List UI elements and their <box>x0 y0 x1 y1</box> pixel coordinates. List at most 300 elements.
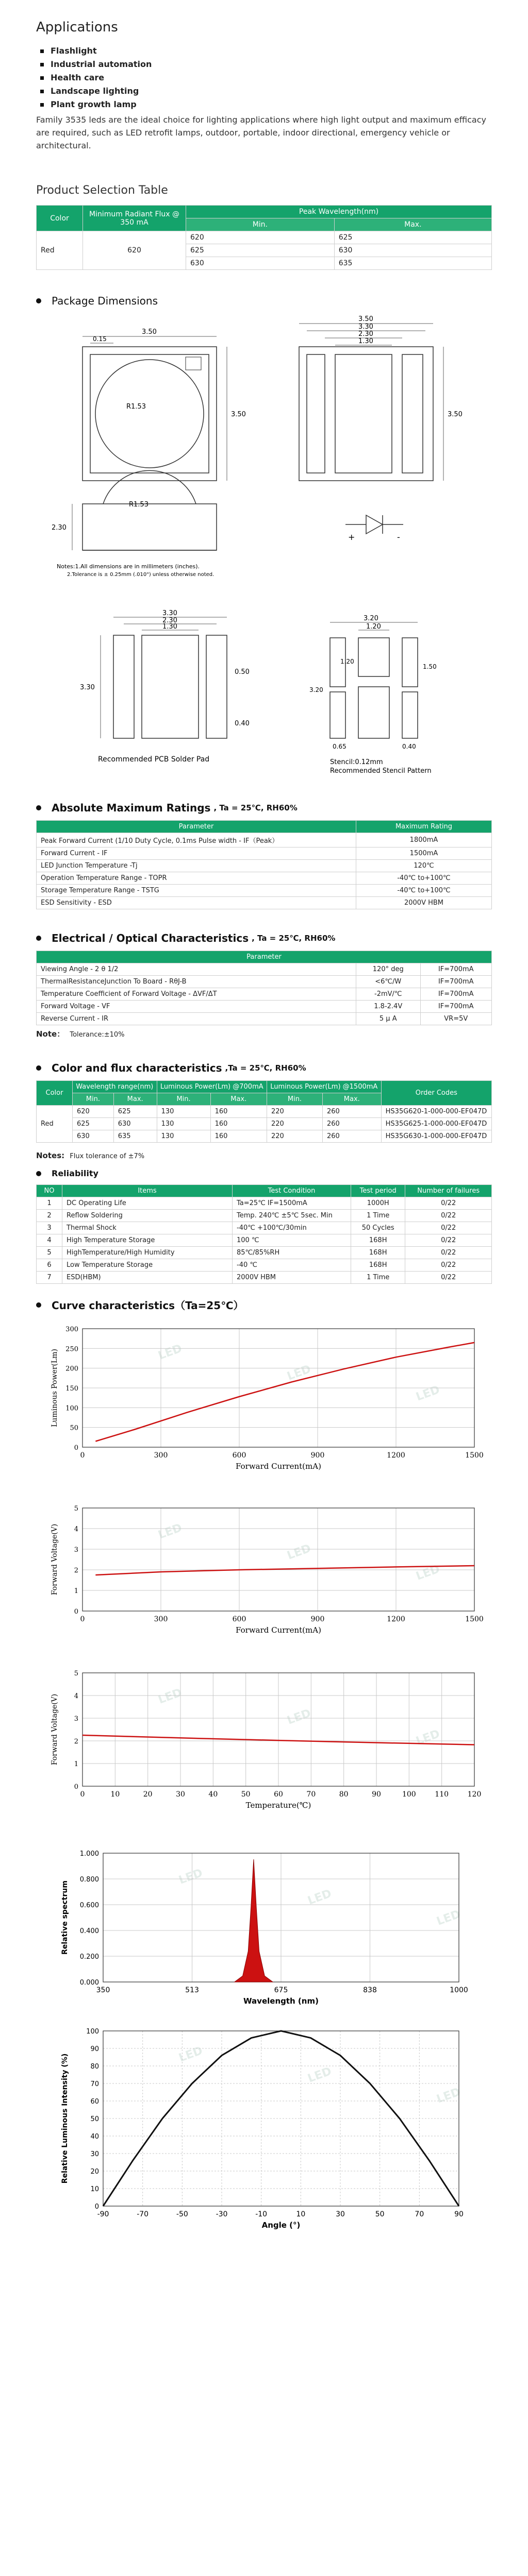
selection-table <box>36 205 492 270</box>
y-tick-label: 0.000 <box>79 1979 99 1987</box>
plot-frame <box>82 1508 474 1611</box>
table-cell: 630 <box>73 1130 114 1143</box>
x-tick-label: 50 <box>241 1790 251 1799</box>
x-tick-label: -50 <box>176 2210 188 2218</box>
x-axis-label: Angle (°) <box>261 2221 301 2230</box>
table-header: NO <box>37 1185 62 1197</box>
x-tick-label: 300 <box>154 1451 168 1460</box>
table-header: Min. <box>267 1093 322 1106</box>
watermark: LED <box>156 1686 184 1707</box>
table-cell: 625 <box>73 1118 114 1130</box>
dim-label: 0.65 <box>333 743 346 750</box>
dim-label: 3.20 <box>309 686 323 693</box>
reliability-heading <box>36 1168 492 1178</box>
curve-chart-5 <box>36 2018 492 2234</box>
curve-chart-3 <box>36 1663 492 1817</box>
table-cell: 160 <box>210 1118 267 1130</box>
table-cell: HS35G620-1-000-000-EF047D <box>381 1106 491 1118</box>
table-cell: IF=700mA <box>420 963 491 976</box>
table-row <box>37 963 492 976</box>
table-cell: IF=700mA <box>420 976 491 988</box>
curves-title: Curve characteristics（Ta=25℃） <box>52 1299 244 1312</box>
package-note: 2.Tolerance is ± 0.25mm (.010") unless otherwise noted. <box>67 572 214 578</box>
x-axis-label: Forward Current(mA) <box>236 1625 321 1635</box>
curve-chart-4 <box>36 1838 492 2008</box>
table-cell: 1 <box>37 1197 62 1210</box>
table-header: Max. <box>113 1093 157 1106</box>
curve-charts <box>36 1323 492 2234</box>
table-cell: 220 <box>267 1106 322 1118</box>
y-tick-label: 1.000 <box>79 1850 99 1858</box>
y-axis-label: Forward Voltage(V) <box>51 1693 59 1766</box>
table-cell: 120° deg <box>356 963 421 976</box>
table-cell: 160 <box>210 1130 267 1143</box>
watermark: LED <box>306 2064 334 2086</box>
dim-label: 3.30 <box>358 323 373 331</box>
bullet-icon <box>36 1302 41 1308</box>
table-row <box>37 1222 492 1234</box>
dim-label: 2.30 <box>162 617 177 624</box>
dim-label: 3.50 <box>448 411 463 418</box>
y-axis-label: Relative Luminous Intensity (%) <box>61 2053 69 2184</box>
table-row <box>37 231 492 244</box>
y-tick-label: 10 <box>90 2185 99 2193</box>
table-cell: Peak Forward Current (1/10 Duty Cycle, 0.1ms Pulse width - IF（Peak） <box>37 833 356 848</box>
y-tick-label: 4 <box>74 1526 78 1533</box>
table-header: Parameter <box>37 951 492 963</box>
table-cell: -40℃ to+100℃ <box>356 885 492 897</box>
table-cell: Forward Current - IF <box>37 848 356 860</box>
dim-label: 0.40 <box>402 743 416 750</box>
table-cell: Reverse Current - IR <box>37 1013 356 1025</box>
dim-label: 1.30 <box>358 337 373 345</box>
table-row <box>37 976 492 988</box>
dim-label: 1.30 <box>162 623 177 631</box>
table-cell: 1 Time <box>351 1210 405 1222</box>
table-cell: LED Junction Temperature -Tj <box>37 860 356 872</box>
table-cell: 630 <box>334 244 491 257</box>
absmax-title: Absolute Maximum Ratings <box>52 802 211 814</box>
electrical-condition: , Ta = 25℃, RH60% <box>252 934 336 943</box>
x-tick-label: 350 <box>96 1986 110 1994</box>
watermark: LED <box>177 1866 205 1887</box>
y-tick-label: 0.400 <box>79 1927 99 1935</box>
y-tick-label: 80 <box>90 2063 99 2071</box>
table-cell: 635 <box>334 257 491 270</box>
dim-label: 3.30 <box>162 609 177 617</box>
y-tick-label: 0.800 <box>79 1876 99 1884</box>
table-cell: 1800mA <box>356 833 492 848</box>
table-cell: 1500mA <box>356 848 492 860</box>
table-cell: 260 <box>322 1118 381 1130</box>
table-cell: 625 <box>113 1106 157 1118</box>
x-axis-label: Wavelength (nm) <box>243 1996 319 2006</box>
x-tick-label: 70 <box>415 2210 424 2218</box>
dim-label: 0.50 <box>235 668 250 676</box>
table-cell: DC Operating Life <box>62 1197 233 1210</box>
note-label: Notes: <box>36 1151 65 1160</box>
spectrum-area <box>235 1859 273 1982</box>
x-tick-label: 0 <box>80 1451 85 1460</box>
curves-heading <box>36 1297 492 1312</box>
watermark: LED <box>177 2044 205 2065</box>
bullet-icon <box>36 1065 41 1071</box>
x-tick-label: 1000 <box>450 1986 468 1994</box>
table-header: Min. <box>157 1093 210 1106</box>
electrical-title: Electrical / Optical Characteristics <box>52 932 249 944</box>
x-tick-label: 0 <box>80 1615 85 1623</box>
electrical-heading <box>36 932 492 944</box>
table-header: Parameter <box>37 821 356 833</box>
table-cell: 220 <box>267 1130 322 1143</box>
table-header: Color <box>37 1081 73 1106</box>
selection-title: Product Selection Table <box>36 184 168 197</box>
x-tick-label: 50 <box>375 2210 385 2218</box>
table-cell: 620 <box>83 231 186 270</box>
table-cell: Red <box>37 1106 73 1143</box>
x-tick-label: 1200 <box>387 1615 405 1623</box>
y-tick-label: 0 <box>74 1608 78 1616</box>
watermark: LED <box>414 1562 442 1583</box>
colorflux-table <box>36 1080 492 1143</box>
x-axis-label: Temperature(℃) <box>245 1801 311 1810</box>
table-cell: IF=700mA <box>420 988 491 1001</box>
table-cell: 635 <box>113 1130 157 1143</box>
table-cell: IF=700mA <box>420 1001 491 1013</box>
table-row <box>37 1118 492 1130</box>
package-drawing <box>36 313 492 787</box>
applications-list <box>39 44 492 111</box>
table-cell: Viewing Angle - 2 θ 1/2 <box>37 963 356 976</box>
table-cell: ThermalResistanceJunction To Board - RθJ-B <box>37 976 356 988</box>
table-cell: 168H <box>351 1234 405 1247</box>
x-tick-label: 900 <box>310 1615 325 1623</box>
table-cell: High Temperature Storage <box>62 1234 233 1247</box>
table-header: Minimum Radiant Flux @ 350 mA <box>83 206 186 231</box>
y-tick-label: 0.600 <box>79 1902 99 1909</box>
bullet-icon <box>36 1171 41 1176</box>
table-cell: 2000V HBM <box>356 897 492 909</box>
table-cell: 1000H <box>351 1197 405 1210</box>
watermark: LED <box>285 1541 313 1563</box>
colorflux-note <box>36 1151 492 1160</box>
y-tick-label: 3 <box>74 1715 78 1723</box>
table-cell: 120℃ <box>356 860 492 872</box>
table-cell: 625 <box>186 244 335 257</box>
x-tick-label: 300 <box>154 1615 168 1623</box>
table-cell: 0/22 <box>405 1222 492 1234</box>
table-cell: 620 <box>186 231 335 244</box>
table-cell: 130 <box>157 1130 210 1143</box>
table-cell: Thermal Shock <box>62 1222 233 1234</box>
table-row <box>37 1197 492 1210</box>
dim-label: 1.20 <box>366 623 381 631</box>
y-tick-label: 100 <box>86 2028 99 2036</box>
table-row <box>37 1001 492 1013</box>
table-cell: Storage Temperature Range - TSTG <box>37 885 356 897</box>
table-row <box>37 1234 492 1247</box>
table-cell: 2000V HBM <box>233 1272 351 1284</box>
watermark: LED <box>156 1521 184 1542</box>
table-cell: 130 <box>157 1118 210 1130</box>
applications-title: Applications <box>36 20 118 35</box>
table-cell: 168H <box>351 1259 405 1272</box>
y-tick-label: 0 <box>94 2203 99 2211</box>
table-row <box>37 1130 492 1143</box>
list-item: Health care <box>39 71 492 84</box>
table-cell: 1 Time <box>351 1272 405 1284</box>
table-header: Peak Wavelength(nm) <box>186 206 492 218</box>
table-cell: HS35G630-1-000-000-EF047D <box>381 1130 491 1143</box>
y-tick-label: 1 <box>74 1760 78 1768</box>
note-label: Note： <box>36 1029 65 1039</box>
table-cell: 0/22 <box>405 1210 492 1222</box>
y-tick-label: 0.200 <box>79 1953 99 1961</box>
cathode-label: - <box>397 532 400 542</box>
table-row <box>37 885 492 897</box>
table-cell: 6 <box>37 1259 62 1272</box>
y-tick-label: 2 <box>74 1738 78 1745</box>
table-cell: 0/22 <box>405 1234 492 1247</box>
x-tick-label: 30 <box>176 1790 185 1799</box>
y-axis-label: Relative spectrum <box>61 1880 69 1955</box>
table-header: Max. <box>334 218 491 231</box>
dim-label: R1.53 <box>129 501 148 509</box>
dim-label: 2.30 <box>358 330 373 338</box>
x-tick-label: -70 <box>137 2210 149 2218</box>
x-tick-label: 120 <box>467 1790 482 1799</box>
y-tick-label: 40 <box>90 2133 99 2141</box>
y-tick-label: 0 <box>74 1444 78 1452</box>
table-row <box>37 1106 492 1118</box>
table-row <box>37 897 492 909</box>
y-tick-label: 1 <box>74 1587 78 1595</box>
y-tick-label: 0 <box>74 1783 78 1791</box>
table-cell: 630 <box>186 257 335 270</box>
y-tick-label: 50 <box>90 2115 99 2123</box>
table-header: Min. <box>186 218 335 231</box>
x-tick-label: 1200 <box>387 1451 405 1460</box>
dim-label: 3.50 <box>231 411 246 418</box>
table-cell: 0/22 <box>405 1197 492 1210</box>
y-tick-label: 5 <box>74 1505 78 1513</box>
bullet-icon <box>36 805 41 810</box>
y-tick-label: 100 <box>65 1404 78 1413</box>
table-header: Maximum Rating <box>356 821 492 833</box>
table-header: Luminous Power(Lm) @700mA <box>157 1081 267 1093</box>
table-cell: -40 ℃ <box>233 1259 351 1272</box>
dim-label: 1.20 <box>340 658 354 665</box>
table-header: Order Codes <box>381 1081 491 1106</box>
x-tick-label: 513 <box>185 1986 199 1994</box>
watermark: LED <box>435 1907 463 1928</box>
colorflux-condition: ,Ta = 25℃, RH60% <box>225 1063 306 1073</box>
dim-label: 3.30 <box>80 684 95 691</box>
table-cell: 0/22 <box>405 1259 492 1272</box>
table-cell: 0/22 <box>405 1247 492 1259</box>
table-cell: 260 <box>322 1130 381 1143</box>
pcb-caption: Recommended PCB Solder Pad <box>98 755 210 764</box>
table-header: Test Condition <box>233 1185 351 1197</box>
y-axis-label: Forward Voltage(V) <box>51 1523 59 1596</box>
y-tick-label: 3 <box>74 1546 78 1554</box>
watermark: LED <box>285 1362 313 1383</box>
table-cell: 625 <box>334 231 491 244</box>
stencil-caption: Recommended Stencil Pattern <box>330 767 432 775</box>
y-tick-label: 300 <box>65 1326 78 1333</box>
table-cell: -40℃ to+100℃ <box>356 872 492 885</box>
dim-label: 3.50 <box>358 315 373 323</box>
list-item: Flashlight <box>39 44 492 58</box>
table-cell: <6℃/W <box>356 976 421 988</box>
x-tick-label: 40 <box>208 1790 218 1799</box>
x-tick-label: 1500 <box>465 1615 484 1623</box>
x-tick-label: 600 <box>232 1451 246 1460</box>
x-tick-label: 60 <box>274 1790 283 1799</box>
table-row <box>37 1272 492 1284</box>
table-cell: 85℃/85%RH <box>233 1247 351 1259</box>
y-tick-label: 60 <box>90 2098 99 2106</box>
x-tick-label: 30 <box>336 2210 345 2218</box>
table-header: Max. <box>322 1093 381 1106</box>
x-tick-label: -10 <box>255 2210 268 2218</box>
y-tick-label: 4 <box>74 1692 78 1700</box>
x-tick-label: 100 <box>402 1790 416 1799</box>
table-cell: Low Temperature Storage <box>62 1259 233 1272</box>
y-tick-label: 50 <box>70 1424 78 1432</box>
x-tick-label: 10 <box>296 2210 306 2218</box>
list-item: Plant growth lamp <box>39 98 492 111</box>
table-cell: Red <box>37 231 83 270</box>
x-axis-label: Forward Current(mA) <box>236 1462 321 1471</box>
table-cell: 260 <box>322 1106 381 1118</box>
table-cell: 5 <box>37 1247 62 1259</box>
table-cell: 168H <box>351 1247 405 1259</box>
x-tick-label: -90 <box>97 2210 109 2218</box>
table-cell: Ta=25℃ IF=1500mA <box>233 1197 351 1210</box>
electrical-note <box>36 1028 492 1039</box>
watermark: LED <box>435 2085 463 2106</box>
table-cell: VR=5V <box>420 1013 491 1025</box>
table-cell: Operation Temperature Range - TOPR <box>37 872 356 885</box>
table-row <box>37 860 492 872</box>
table-cell: 130 <box>157 1106 210 1118</box>
anode-label: + <box>348 532 355 542</box>
y-axis-label: Luminous Power(Lm) <box>51 1349 59 1427</box>
table-cell: ESD Sensitivity - ESD <box>37 897 356 909</box>
table-cell: Forward Voltage - VF <box>37 1001 356 1013</box>
applications-description: Family 3535 leds are the ideal choice for lighting applications where high light output and maximum efficacy are required, such as LED retrofit lamps, outdoor, portable, indoor directional, emergency vehicle or architectural. <box>36 115 486 150</box>
x-tick-label: 90 <box>454 2210 464 2218</box>
table-cell: Temp. 240℃ ±5℃ 5sec. Min <box>233 1210 351 1222</box>
table-row <box>37 848 492 860</box>
table-cell: Reflow Soldering <box>62 1210 233 1222</box>
x-tick-label: 900 <box>310 1451 325 1460</box>
table-row <box>37 1210 492 1222</box>
table-cell: HS35G625-1-000-000-EF047D <box>381 1118 491 1130</box>
x-tick-label: 1500 <box>465 1451 484 1460</box>
table-row <box>37 833 492 848</box>
table-header: Min. <box>73 1093 114 1106</box>
table-header: Wavelength range(nm) <box>73 1081 157 1093</box>
table-row <box>37 1259 492 1272</box>
y-tick-label: 200 <box>65 1365 78 1373</box>
y-tick-label: 90 <box>90 2045 99 2053</box>
table-header: Max. <box>210 1093 267 1106</box>
bullet-icon <box>36 936 41 941</box>
y-tick-label: 30 <box>90 2150 99 2158</box>
dim-label: R1.53 <box>126 403 146 411</box>
table-cell: 100 ℃ <box>233 1234 351 1247</box>
dim-label: 2.30 <box>52 524 67 532</box>
watermark: LED <box>414 1383 442 1404</box>
curve-chart-1 <box>36 1323 492 1477</box>
list-item: Landscape lighting <box>39 84 492 98</box>
x-tick-label: 90 <box>372 1790 381 1799</box>
y-tick-label: 2 <box>74 1567 78 1574</box>
table-header: Luminous Power(Lm) @1500mA <box>267 1081 381 1093</box>
x-tick-label: 675 <box>274 1986 288 1994</box>
y-tick-label: 20 <box>90 2168 99 2176</box>
package-heading <box>36 295 492 307</box>
x-tick-label: 110 <box>435 1790 449 1799</box>
x-tick-label: 600 <box>232 1615 246 1623</box>
table-row <box>37 988 492 1001</box>
table-cell: 7 <box>37 1272 62 1284</box>
watermark: LED <box>414 1727 442 1748</box>
table-header: Color <box>37 206 83 231</box>
table-cell: 3 <box>37 1222 62 1234</box>
reliability-table <box>36 1184 492 1284</box>
x-tick-label: 0 <box>80 1790 85 1799</box>
dim-label: 3.20 <box>364 615 378 622</box>
table-cell: -40℃ +100℃/30min <box>233 1222 351 1234</box>
table-cell: 630 <box>113 1118 157 1130</box>
x-tick-label: 20 <box>143 1790 153 1799</box>
absmax-table <box>36 820 492 909</box>
absmax-heading <box>36 802 492 814</box>
table-cell: HighTemperature/High Humidity <box>62 1247 233 1259</box>
watermark: LED <box>306 1887 334 1908</box>
note-text: Flux tolerance of ±7% <box>70 1153 145 1160</box>
watermark: LED <box>285 1706 313 1727</box>
y-tick-label: 5 <box>74 1670 78 1677</box>
table-cell: ESD(HBM) <box>62 1272 233 1284</box>
x-tick-label: 70 <box>306 1790 316 1799</box>
reliability-title: Reliability <box>52 1168 98 1178</box>
colorflux-heading <box>36 1062 492 1074</box>
table-cell: 0/22 <box>405 1272 492 1284</box>
package-note: Notes:1.All dimensions are in millimeters (inches). <box>57 563 200 570</box>
table-row <box>37 1247 492 1259</box>
table-cell: 160 <box>210 1106 267 1118</box>
y-tick-label: 150 <box>65 1385 78 1393</box>
table-cell: 1.8-2.4V <box>356 1001 421 1013</box>
table-cell: 50 Cycles <box>351 1222 405 1234</box>
curve-chart-2 <box>36 1498 492 1642</box>
colorflux-title: Color and flux characteristics <box>52 1062 222 1074</box>
y-tick-label: 70 <box>90 2080 99 2088</box>
table-cell: 220 <box>267 1118 322 1130</box>
package-title: Package Dimensions <box>52 295 158 307</box>
watermark: LED <box>156 1342 184 1363</box>
dim-label: 0.15 <box>93 335 107 343</box>
table-cell: -2mV/℃ <box>356 988 421 1001</box>
table-cell: 4 <box>37 1234 62 1247</box>
dim-label: 1.50 <box>423 663 437 670</box>
dim-label: 0.40 <box>235 720 250 727</box>
dim-label: 3.50 <box>142 328 157 336</box>
